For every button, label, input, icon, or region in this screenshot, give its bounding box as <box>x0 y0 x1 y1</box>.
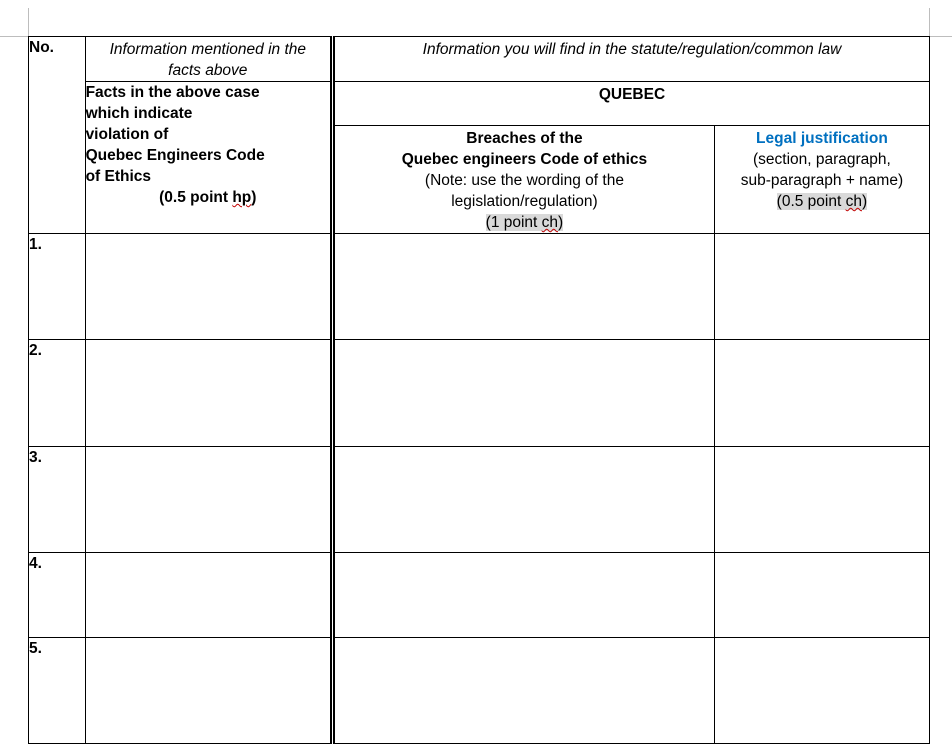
page-corner-mark-right-vertical <box>929 8 930 36</box>
breach-cell[interactable] <box>333 638 715 744</box>
facts-cell[interactable] <box>85 234 332 340</box>
legal-points: (0.5 point ch) <box>776 193 868 210</box>
facts-header-line5: of Ethics <box>85 168 152 185</box>
breach-note-line2: legislation/regulation) <box>451 193 598 210</box>
table-row <box>29 638 930 744</box>
facts-cell[interactable] <box>85 553 332 638</box>
row-number: 5. <box>29 638 86 744</box>
table-row <box>29 447 930 553</box>
info-mentioned-header <box>85 37 332 82</box>
info-mentioned-text: Information mentioned in the facts above <box>109 41 307 79</box>
ethics-table <box>28 36 930 744</box>
header-row-1 <box>29 37 930 82</box>
table-row <box>29 553 930 638</box>
legal-cell[interactable] <box>714 340 929 447</box>
breach-header-line1: Breaches of the <box>466 130 583 147</box>
breach-points: (1 point ch) <box>485 214 564 231</box>
info-statute-text: Information you will find in the statute/regulation/common law <box>422 41 842 58</box>
page-corner-mark-right <box>929 36 952 37</box>
facts-header-line1: Facts in the above case <box>85 84 260 101</box>
row-number: 3. <box>29 447 86 553</box>
facts-header-line3: violation of <box>85 126 169 143</box>
quebec-label: QUEBEC <box>598 86 666 103</box>
row-number: 1. <box>29 234 86 340</box>
breach-cell[interactable] <box>333 340 715 447</box>
facts-points: (0.5 point hp) <box>159 189 257 206</box>
legal-cell[interactable] <box>714 638 929 744</box>
facts-header-line2: which indicate <box>85 105 193 122</box>
no-header-cell <box>29 37 86 234</box>
table-row <box>29 234 930 340</box>
legal-line2: sub-paragraph + name) <box>740 172 904 189</box>
legal-header-cell <box>714 126 929 234</box>
page-corner-mark-left-vertical <box>28 8 29 36</box>
row-number: 2. <box>29 340 86 447</box>
breach-cell[interactable] <box>333 553 715 638</box>
facts-cell[interactable] <box>85 447 332 553</box>
legal-cell[interactable] <box>714 553 929 638</box>
legal-cell[interactable] <box>714 447 929 553</box>
quebec-header-cell <box>333 82 930 126</box>
info-statute-header <box>333 37 930 82</box>
page-corner-mark-left <box>0 36 28 37</box>
facts-header-cell <box>85 82 332 234</box>
facts-header-line4: Quebec Engineers Code <box>85 147 265 164</box>
breach-cell[interactable] <box>333 234 715 340</box>
legal-cell[interactable] <box>714 234 929 340</box>
facts-cell[interactable] <box>85 340 332 447</box>
breach-cell[interactable] <box>333 447 715 553</box>
breach-header-line2: Quebec engineers Code of ethics <box>401 151 648 168</box>
header-row-2 <box>29 82 930 126</box>
legal-line1: (section, paragraph, <box>752 151 891 168</box>
breach-note-line1: (Note: use the wording of the <box>424 172 624 189</box>
row-number: 4. <box>29 553 86 638</box>
facts-cell[interactable] <box>85 638 332 744</box>
legal-justification-title: Legal justification <box>756 130 888 147</box>
no-header-label: No. <box>29 39 54 56</box>
breach-header-cell <box>333 126 715 234</box>
table-row <box>29 340 930 447</box>
